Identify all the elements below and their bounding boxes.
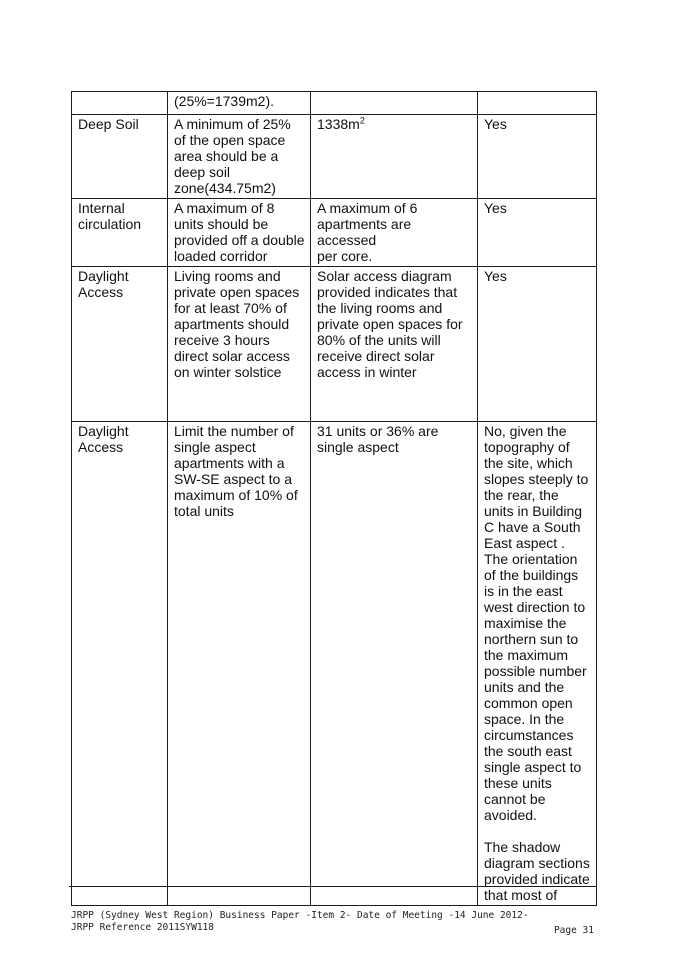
page-footer bbox=[71, 910, 529, 934]
cell-criterion bbox=[72, 267, 168, 422]
cell-proposal bbox=[311, 199, 478, 267]
superscript: 2 bbox=[359, 115, 365, 126]
proposal-text: Solar access diagram provided indicates that the living rooms and private open spaces for 80% of the units will receive direct solar access in winter bbox=[317, 268, 463, 380]
cell-proposal bbox=[311, 422, 478, 906]
page-number: Page 31 bbox=[553, 925, 594, 936]
proposal-text: 1338m bbox=[317, 116, 360, 132]
row-continuation bbox=[72, 92, 597, 115]
criterion-text: Daylight Access bbox=[78, 423, 129, 455]
footer-line-1: JRPP (Sydney West Region) Business Paper -Item 2- Date of Meeting -14 June 2012- bbox=[71, 910, 529, 921]
cell-requirement bbox=[168, 422, 311, 906]
cell-requirement bbox=[168, 199, 311, 267]
cell-requirement bbox=[168, 92, 311, 115]
cell-compliance bbox=[478, 422, 597, 906]
cell-proposal bbox=[311, 115, 478, 199]
compliance-table bbox=[71, 91, 597, 906]
row-daylight-access-2 bbox=[72, 422, 597, 906]
cell-compliance bbox=[478, 115, 597, 199]
row-deep-soil bbox=[72, 115, 597, 199]
cell-proposal bbox=[311, 267, 478, 422]
requirement-text: Limit the number of single aspect apartments with a SW-SE aspect to a maximum of 10% of total units bbox=[174, 423, 298, 519]
cell-criterion bbox=[72, 115, 168, 199]
bottom-rule bbox=[69, 886, 597, 887]
cell-compliance bbox=[478, 92, 597, 115]
requirement-text: Living rooms and private open spaces for at least 70% of apartments should receive 3 hours direct solar access on winter solstice bbox=[174, 268, 300, 380]
footer-line-2: JRPP Reference 2011SYW118 bbox=[71, 922, 214, 933]
criterion-text: Internal circulation bbox=[78, 200, 142, 232]
requirement-text: (25%=1739m2). bbox=[174, 93, 275, 109]
cell-requirement bbox=[168, 267, 311, 422]
compliance-text: Yes bbox=[484, 116, 507, 132]
compliance-text: Yes bbox=[484, 200, 507, 216]
cell-criterion bbox=[72, 199, 168, 267]
cell-criterion bbox=[72, 422, 168, 906]
requirement-text: A minimum of 25% of the open space area should be a deep soil zone(434.75m2) bbox=[174, 116, 291, 196]
row-internal-circulation bbox=[72, 199, 597, 267]
requirement-text: A maximum of 8 units should be provided off a double loaded corridor bbox=[174, 200, 305, 264]
compliance-text: Yes bbox=[484, 268, 507, 284]
cell-compliance bbox=[478, 199, 597, 267]
compliance-text: No, given the topography of the site, which slopes steeply to the rear, the units in Building C have a South East aspect . The orientation of the buildings is in the east west direction to maximise the northern sun to the maximum possible number units and the common open space. In the circumstances the south east single aspect to these units cannot be avoided. The shadow diagram sections provided indicate that most of bbox=[484, 423, 590, 903]
compliance-table-body bbox=[72, 92, 597, 906]
criterion-text: Deep Soil bbox=[78, 116, 139, 132]
proposal-text: A maximum of 6 apartments are accessed per core. bbox=[317, 200, 418, 264]
cell-criterion bbox=[72, 92, 168, 115]
cell-proposal bbox=[311, 92, 478, 115]
row-daylight-access-1 bbox=[72, 267, 597, 422]
proposal-text: 31 units or 36% are single aspect bbox=[317, 423, 439, 455]
criterion-text: Daylight Access bbox=[78, 268, 129, 300]
cell-requirement bbox=[168, 115, 311, 199]
cell-compliance bbox=[478, 267, 597, 422]
